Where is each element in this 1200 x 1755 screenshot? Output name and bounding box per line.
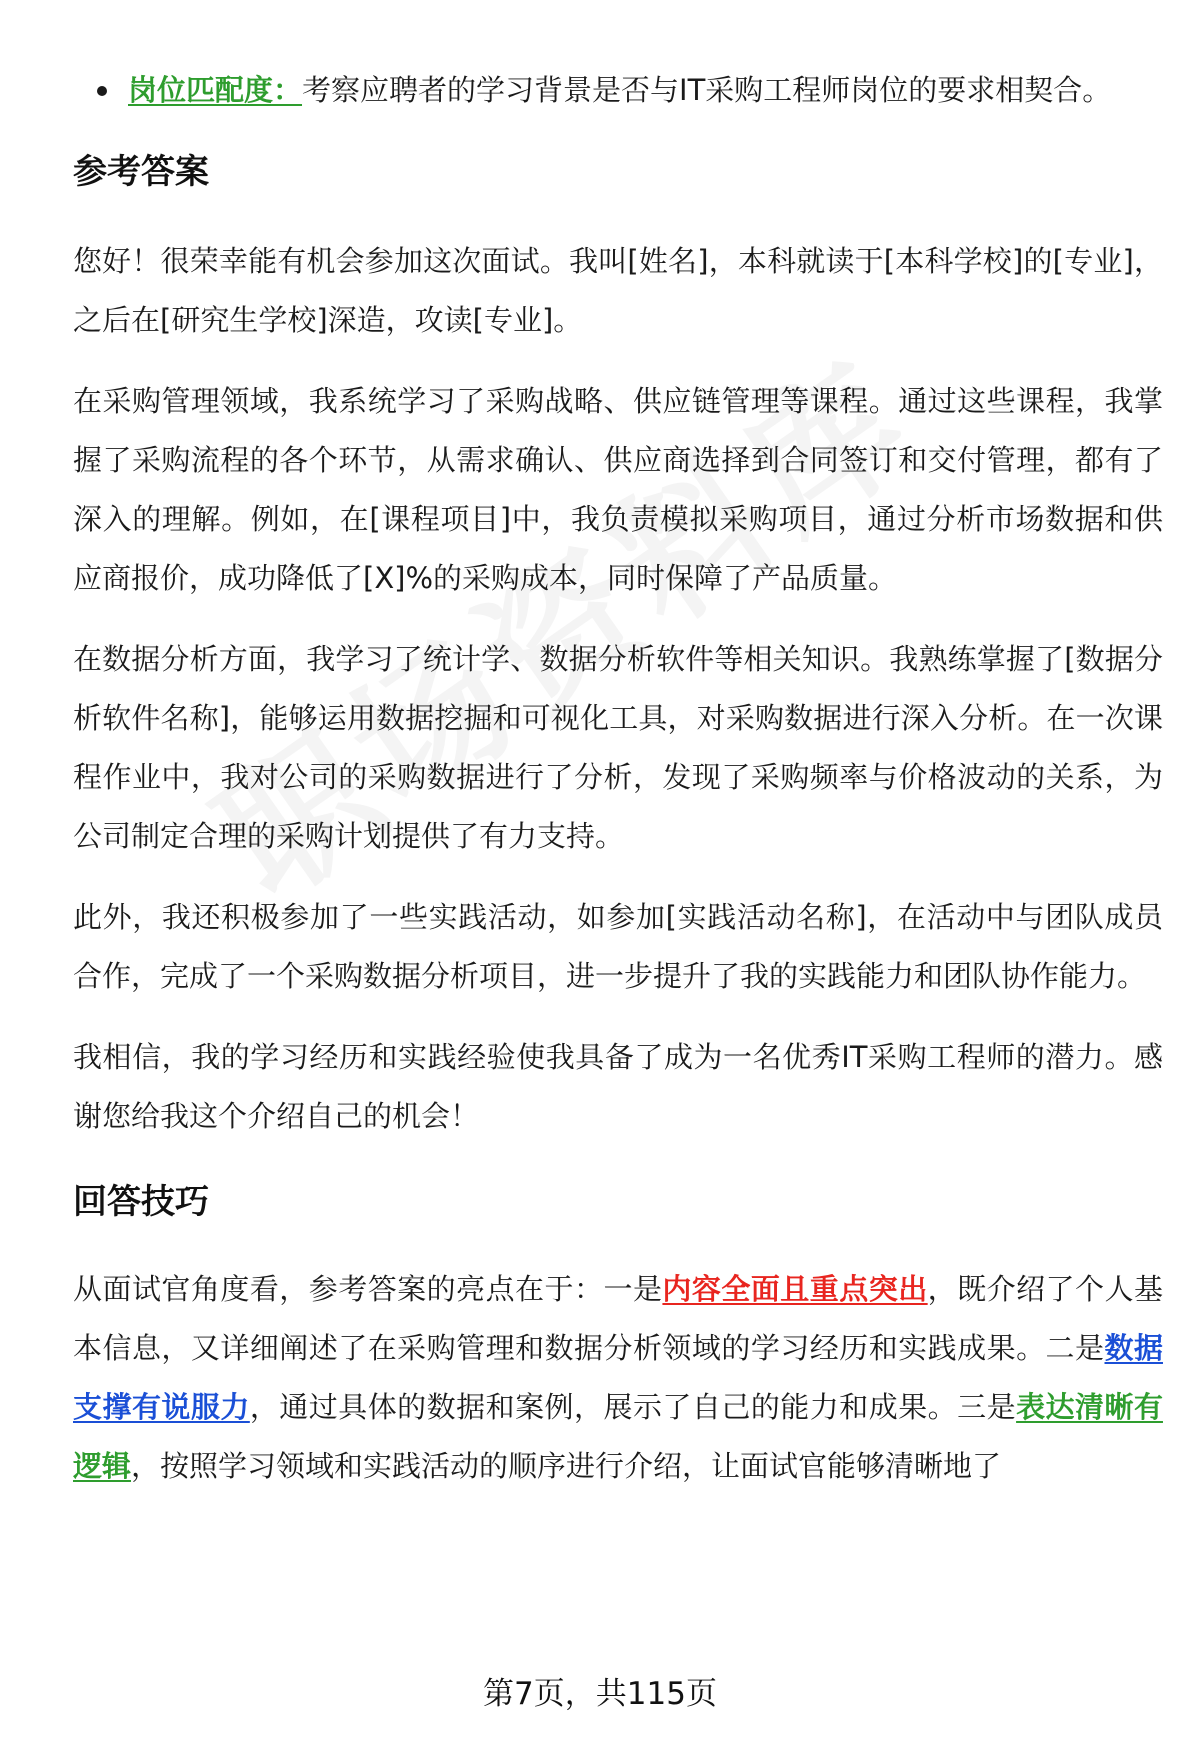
- bullet-text: 考察应聘者的学习背景是否与IT采购工程师岗位的要求相契合。: [302, 73, 1112, 107]
- highlight-clear-logic: 表达清晰有逻辑: [73, 1390, 1163, 1483]
- tips-text-2: ，既介绍了个人基本信息，又详细阐述了在采购管理和数据分析领域的学习经历和实践成果。二是: [73, 1272, 1163, 1365]
- page-number-footer: 第7页，共115页: [483, 1676, 717, 1712]
- section-heading-answer-tips: 回答技巧: [73, 1182, 209, 1222]
- bullet-item: [73, 60, 1163, 120]
- answer-paragraph-5: 我相信，我的学习经历和实践经验使我具备了成为一名优秀IT采购工程师的潜力。感谢您给我这个介绍自己的机会！: [73, 1040, 1163, 1133]
- answer-paragraph-4: 此外，我还积极参加了一些实践活动，如参加[实践活动名称]，在活动中与团队成员合作，完成了一个采购数据分析项目，进一步提升了我的实践能力和团队协作能力。: [73, 900, 1163, 993]
- section-heading-reference-answer: 参考答案: [73, 152, 209, 192]
- highlight-data-support: 数据支撑有说服力: [73, 1331, 1163, 1424]
- answer-paragraph-3: 在数据分析方面，我学习了统计学、数据分析软件等相关知识。我熟练掌握了[数据分析软件名称]，能够运用数据挖掘和可视化工具，对采购数据进行深入分析。在一次课程作业中，我对公司的采购数据进行了分析，发现了采购频率与价格波动的关系，为公司制定合理的采购计划提供了有力支持。: [73, 642, 1163, 853]
- bullet-label: 岗位匹配度：: [128, 73, 303, 107]
- page-content: [73, 60, 1163, 1496]
- answer-paragraph-2: 在采购管理领域，我系统学习了采购战略、供应链管理等课程。通过这些课程，我掌握了采购流程的各个环节，从需求确认、供应商选择到合同签订和交付管理，都有了深入的理解。例如，在[课程项目]中，我负责模拟采购项目，通过分析市场数据和供应商报价，成功降低了[X]%的采购成本，同时保障了产品质量。: [73, 384, 1163, 595]
- tips-text-4: ，按照学习领域和实践活动的顺序进行介绍，让面试官能够清晰地了: [131, 1449, 1002, 1483]
- tips-paragraph: [73, 1260, 1163, 1496]
- tips-text-1: 从面试官角度看，参考答案的亮点在于：一是: [73, 1272, 663, 1306]
- highlight-comprehensive: 内容全面且重点突出: [662, 1272, 928, 1306]
- tips-text-3: ，通过具体的数据和案例，展示了自己的能力和成果。三是: [249, 1390, 1017, 1424]
- bullet-dot-icon: [97, 86, 107, 96]
- answer-paragraph-1: 您好！很荣幸能有机会参加这次面试。我叫[姓名]，本科就读于[本科学校]的[专业]，之后在[研究生学校]深造，攻读[专业]。: [73, 244, 1163, 337]
